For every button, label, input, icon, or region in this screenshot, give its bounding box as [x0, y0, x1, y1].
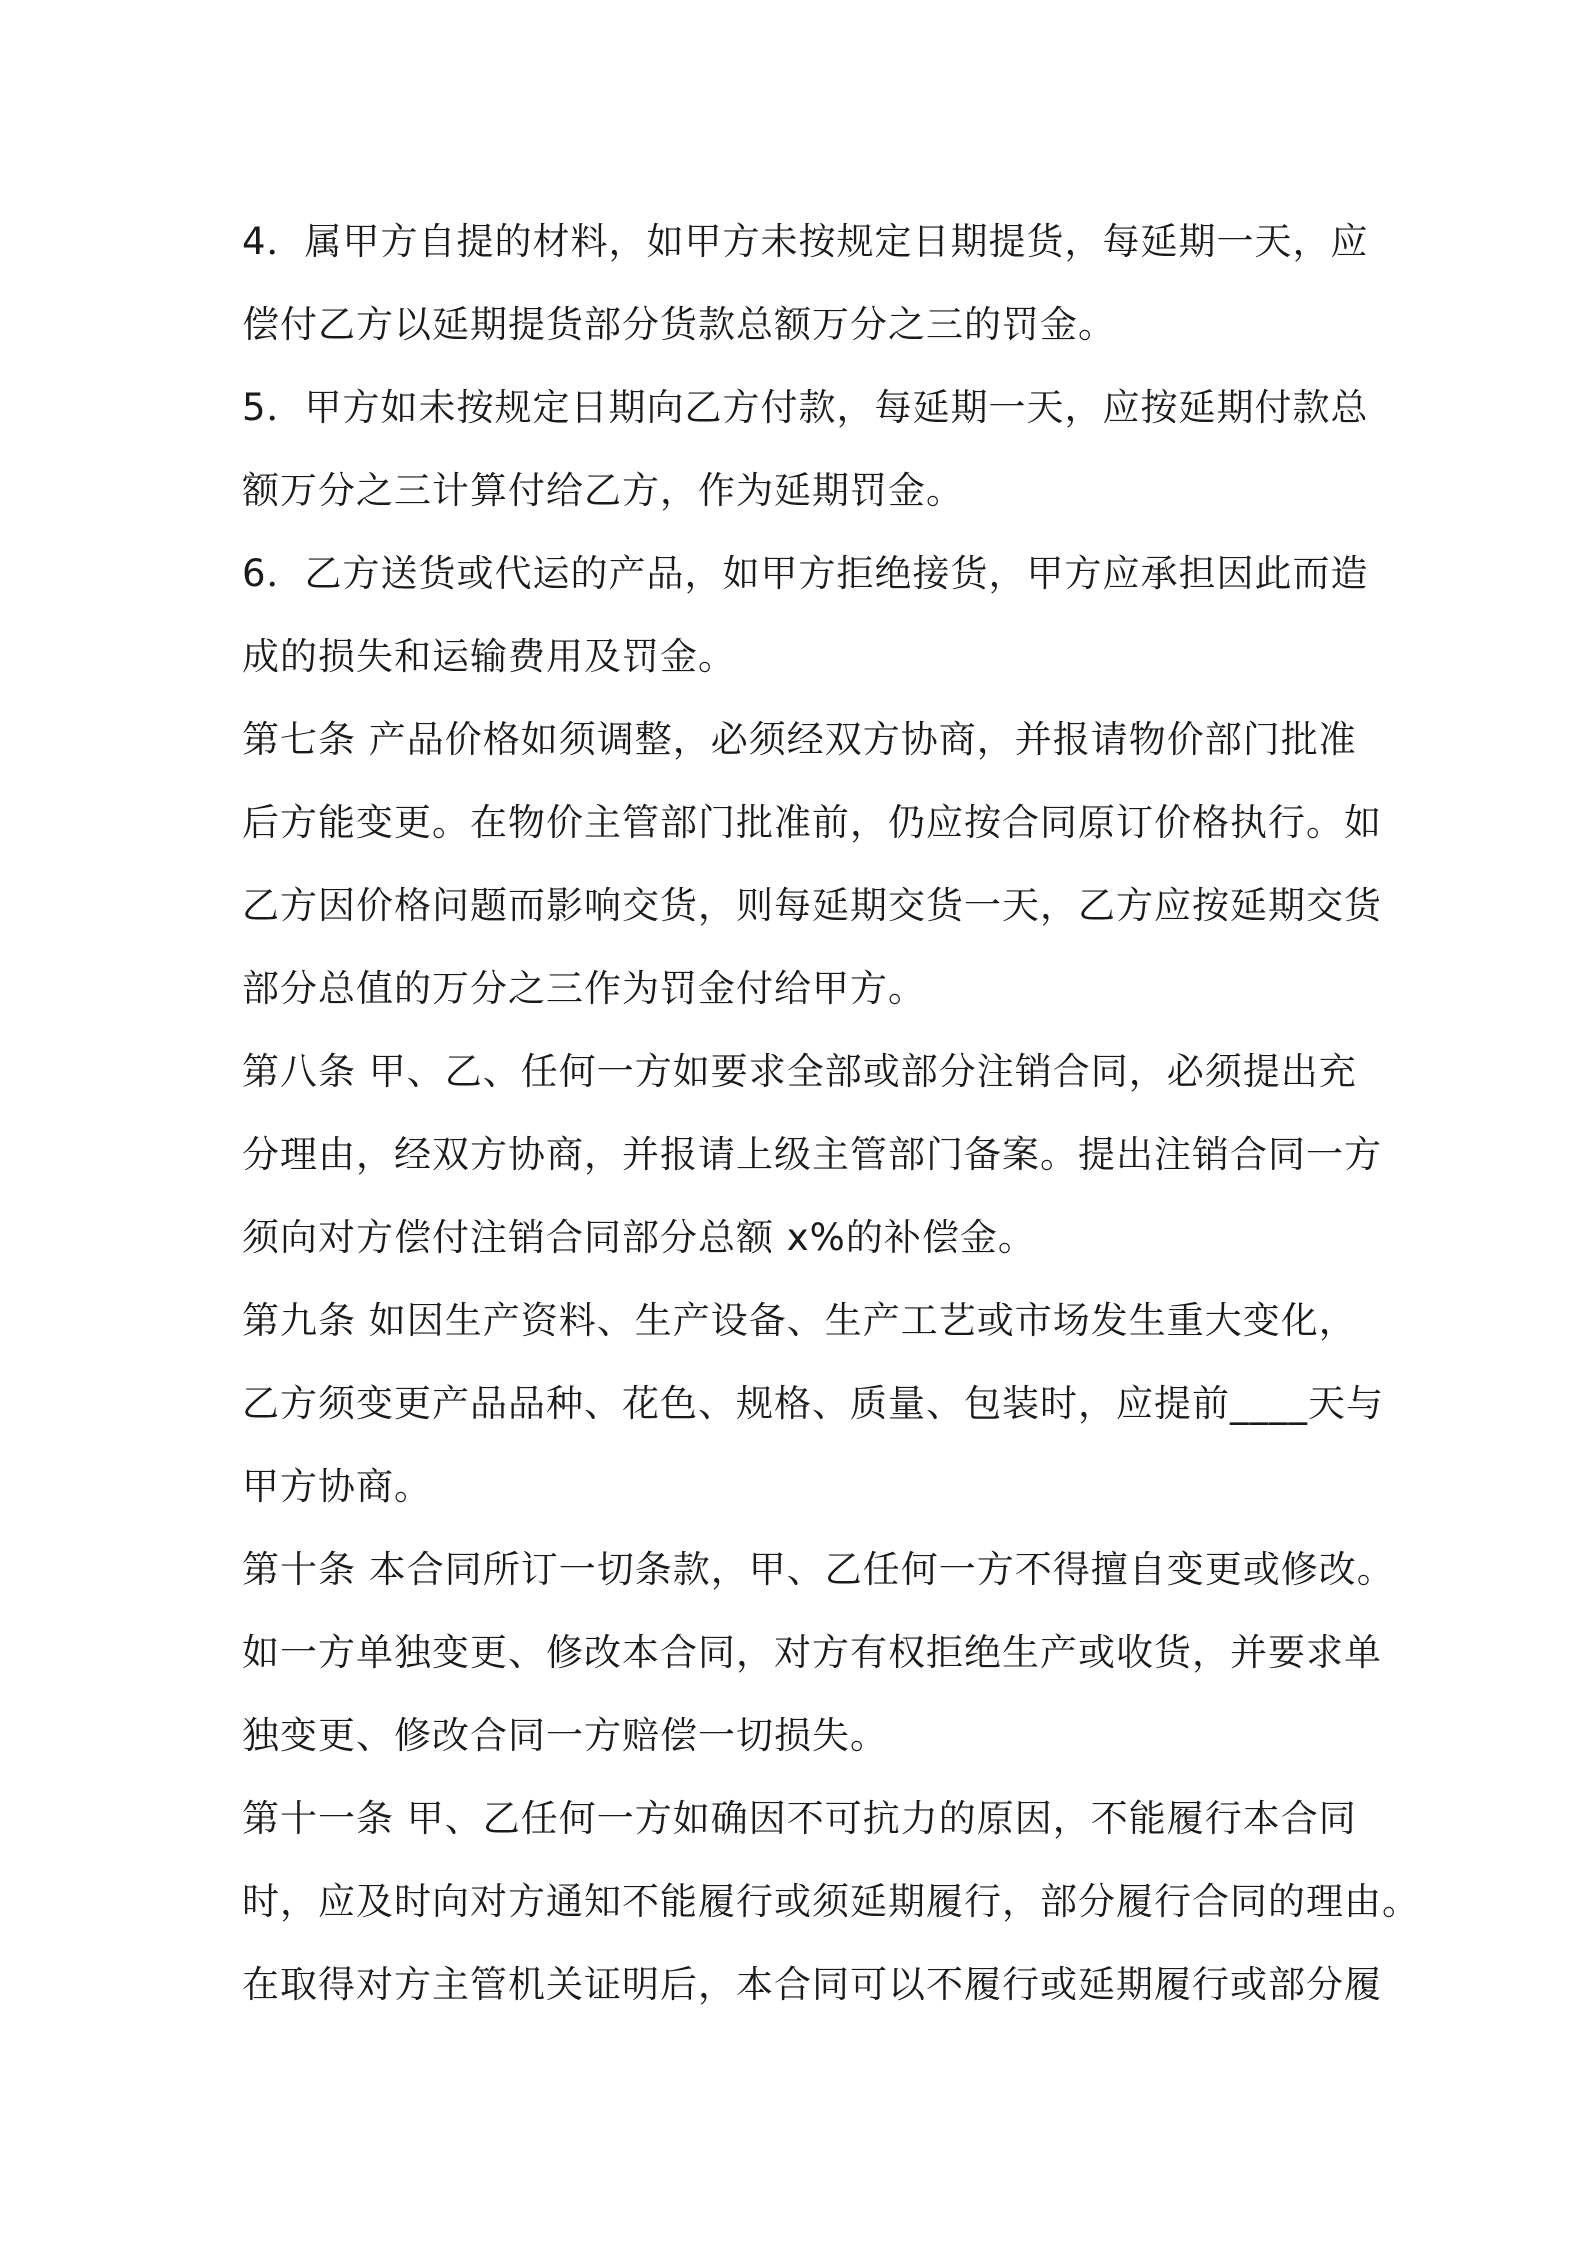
- text-line: 4．属甲方自提的材料，如甲方未按规定日期提货，每延期一天，应: [242, 220, 1369, 263]
- text-line: 第七条 产品价格如须调整，必须经双方协商，并报请物价部门批准: [242, 718, 1357, 761]
- text-line: 第八条 甲、乙、任何一方如要求全部或部分注销合同，必须提出充: [242, 1050, 1357, 1093]
- text-line: 第十一条 甲、乙任何一方如确因不可抗力的原因，不能履行本合同: [242, 1797, 1357, 1840]
- text-line: 5．甲方如未按规定日期向乙方付款，每延期一天，应按延期付款总: [242, 386, 1369, 429]
- text-line: 乙方因价格问题而影响交货，则每延期交货一天，乙方应按延期交货: [242, 884, 1382, 927]
- text-line: 如一方单独变更、修改本合同，对方有权拒绝生产或收货，并要求单: [242, 1631, 1382, 1674]
- text-line: 成的损失和运输费用及罚金。: [242, 635, 736, 678]
- text-line: 乙方须变更产品品种、花色、规格、质量、包装时，应提前____天与: [242, 1382, 1384, 1425]
- text-line: 在取得对方主管机关证明后，本合同可以不履行或延期履行或部分履: [242, 1963, 1382, 2006]
- text-line: 后方能变更。在物价主管部门批准前，仍应按合同原订价格执行。如: [242, 801, 1382, 844]
- text-line: 6．乙方送货或代运的产品，如甲方拒绝接货，甲方应承担因此而造: [242, 552, 1369, 595]
- text-line: 偿付乙方以延期提货部分货款总额万分之三的罚金。: [242, 303, 1116, 346]
- contract-text: [242, 200, 1420, 2026]
- text-line: 独变更、修改合同一方赔偿一切损失。: [242, 1714, 888, 1757]
- text-line: 分理由，经双方协商，并报请上级主管部门备案。提出注销合同一方: [242, 1133, 1382, 1176]
- text-line: 甲方协商。: [242, 1465, 432, 1508]
- text-line: 第九条 如因生产资料、生产设备、生产工艺或市场发生重大变化，: [242, 1299, 1357, 1342]
- text-line: 额万分之三计算付给乙方，作为延期罚金。: [242, 469, 964, 512]
- text-line: 须向对方偿付注销合同部分总额 x%的补偿金。: [242, 1216, 1036, 1259]
- text-line: 时，应及时向对方通知不能履行或须延期履行，部分履行合同的理由。: [242, 1880, 1420, 1923]
- text-line: 第十条 本合同所订一切条款，甲、乙任何一方不得擅自变更或修改。: [242, 1548, 1395, 1591]
- text-line: 部分总值的万分之三作为罚金付给甲方。: [242, 967, 926, 1010]
